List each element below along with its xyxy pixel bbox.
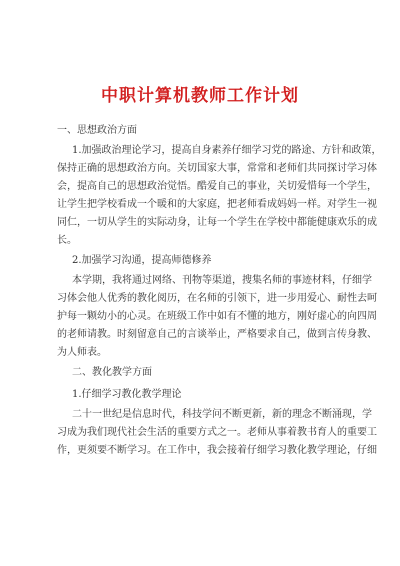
document-title: 中职计算机教师工作计划 bbox=[101, 86, 299, 106]
section-heading: 一、思想政治方面 bbox=[57, 125, 137, 136]
paragraph-line: 护每一颗幼小的心灵。在班级工作中如有不懂的地方，刚好虚心的向四周 bbox=[57, 311, 377, 322]
paragraph-line: 作，更须要不断学习。在工作中，我会接着仔细学习教化教学理论，仔细 bbox=[57, 445, 377, 456]
paragraph-line: 为人师表。 bbox=[57, 347, 107, 358]
paragraph-line: 1.加强政治理论学习，提高自身素养仔细学习党的路途、方针和政策， bbox=[72, 145, 382, 156]
paragraph-line: 二十一世纪是信息时代，科技学问不断更新，新的理念不断涌现，学 bbox=[72, 409, 372, 420]
paragraph-line: 保持正确的思想政治方向。关切国家大事，常常和老师们共同探讨学习体 bbox=[57, 163, 377, 174]
paragraph-line: 习成为我们现代社会生活的重要方式之一。老师从事着教书育人的重要工 bbox=[57, 427, 377, 438]
paragraph-line: 会，提高自己的思想政治觉悟。酷爱自己的事业，关切爱惜每一个学生， bbox=[57, 181, 377, 192]
paragraph-line: 本学期，我将通过网络、刊物等渠道，搜集名师的事迹材料，仔细学 bbox=[72, 275, 372, 286]
paragraph-line: 长。 bbox=[57, 235, 77, 246]
paragraph-line: 让学生把学校看成一个暖和的大家庭，把老师看成妈妈一样。对学生一视 bbox=[57, 199, 377, 210]
subsection-heading: 1.仔细学习教化教学理论 bbox=[72, 389, 182, 400]
section-heading: 二、教化教学方面 bbox=[72, 367, 152, 378]
subsection-heading: 2.加强学习沟通，提高师德修养 bbox=[72, 255, 212, 266]
paragraph-line: 同仁，一切从学生的实际动身，让每一个学生在学校中都能健康欢乐的成 bbox=[57, 217, 377, 228]
paragraph-line: 习体会他人优秀的教化阅历，在名师的引领下，进一步用爱心、耐性去呵 bbox=[57, 293, 377, 304]
paragraph-line: 的老师请教。时刻留意自己的言谈举止，严格要求自己，做到言传身教、 bbox=[57, 329, 377, 340]
